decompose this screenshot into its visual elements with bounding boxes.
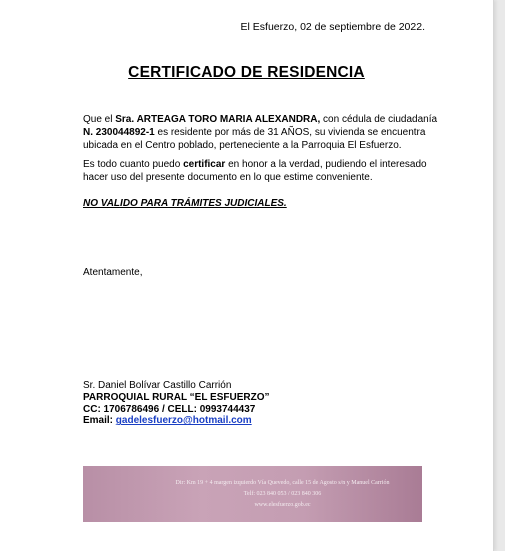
statement-paragraph xyxy=(83,159,443,185)
signer-organization: PARROQUIAL RURAL “EL ESFUERZO” xyxy=(83,391,270,403)
footer-address: Dir: Km 19 + 4 margen izquierdo Vía Quevedo, calle 15 de Agosto s/n y Manuel Carrión xyxy=(175,479,390,486)
document-date: El Esfuerzo, 02 de septiembre de 2022. xyxy=(240,21,425,33)
document-title: CERTIFICADO DE RESIDENCIA xyxy=(128,64,365,81)
email-link[interactable]: gadelesfuerzo@hotmail.com xyxy=(115,415,252,427)
footer-phone: Telf: 023 840 053 / 023 840 306 xyxy=(243,490,322,497)
id-number: N. 230044892-1 xyxy=(83,126,155,138)
p1-text-3: es residente por más de 31 AÑOS, su vivienda se encuentra ubicada en el Centro poblado, perteneciente a la Parroquia El Esfuerzo. xyxy=(83,126,426,151)
closing-salutation: Atentamente, xyxy=(83,267,143,278)
p1-text-2: con cédula de ciudadanía xyxy=(320,114,438,125)
p1-text-1: Que el xyxy=(83,114,116,125)
signer-name: Sr. Daniel Bolívar Castillo Carrión xyxy=(83,380,232,391)
footer-website: www.elesfuerzo.gob.ec xyxy=(254,501,311,508)
p1-honorific: Sra. xyxy=(115,114,135,125)
email-label: Email: xyxy=(83,415,116,427)
signer-email-row xyxy=(83,415,270,427)
signer-contact: CC: 1706786496 / CELL: 0993744437 xyxy=(83,403,256,415)
resident-name: ARTEAGA TORO MARIA ALEXANDRA, xyxy=(136,114,321,125)
p2-text-1: Es todo cuanto puedo xyxy=(83,159,184,170)
signature-block xyxy=(83,380,270,427)
validity-notice: NO VALIDO PARA TRÁMITES JUDICIALES. xyxy=(83,198,287,209)
p2-bold: certificar xyxy=(183,159,226,170)
certification-paragraph xyxy=(83,114,443,152)
letterhead-footer-band xyxy=(83,466,422,522)
p2-text-2: en honor a la verdad, pudiendo el interesado hacer uso del presente documento en lo que estime conveniente. xyxy=(83,159,427,183)
